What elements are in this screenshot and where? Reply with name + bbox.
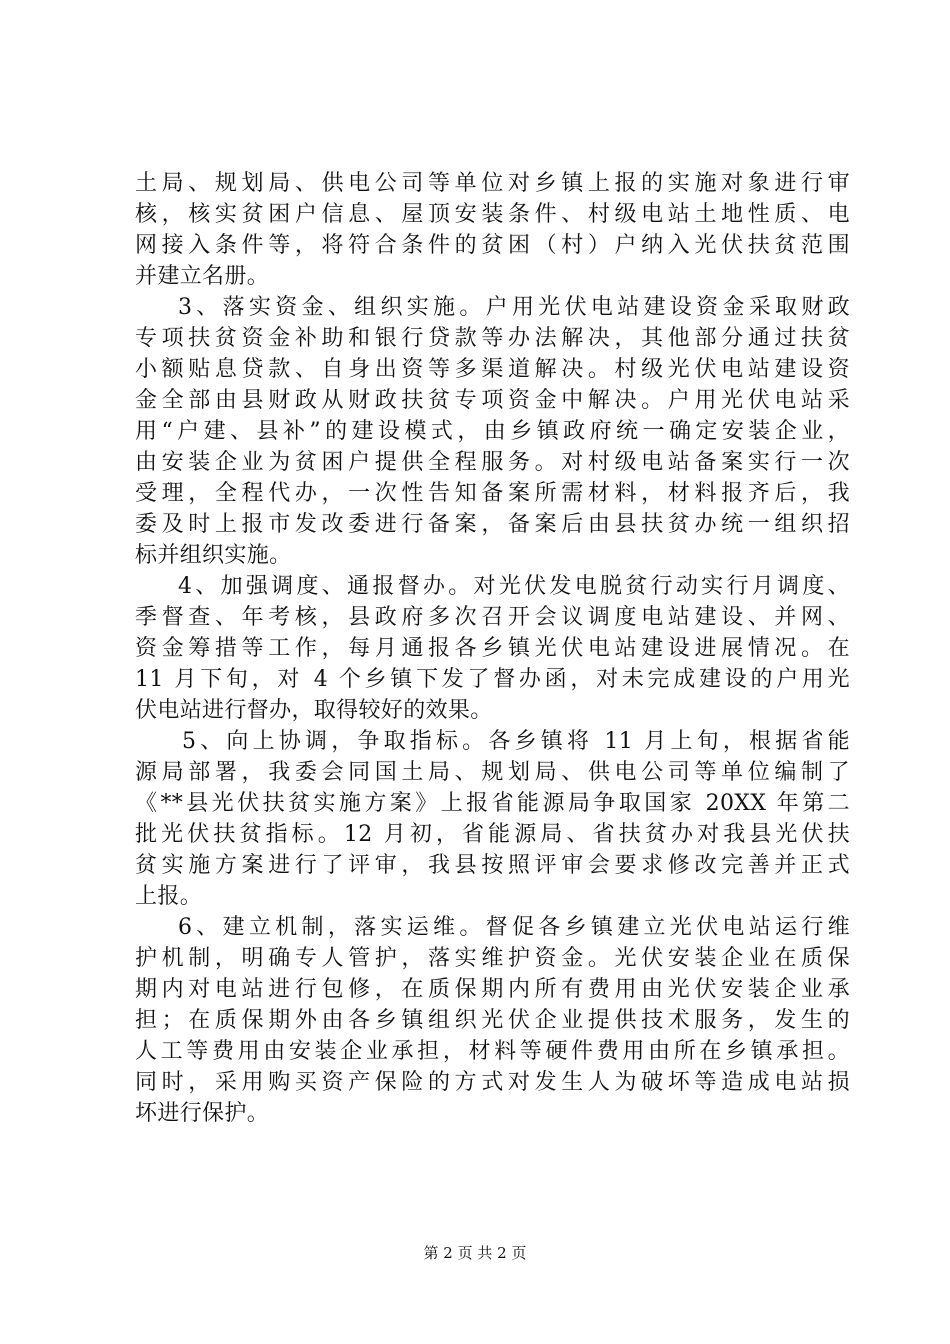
paragraph-heading-line: 6、建立机制，落实运维。督促各乡镇建立光伏电站运行维 — [178, 915, 850, 940]
page-number-footer: 第 2 页 共 2 页 — [423, 1244, 527, 1262]
text-line: 小额贴息贷款、自身出资等多渠道解决。村级光伏电站建设资 — [135, 357, 850, 382]
text-line: 季督查、年考核，县政府多次召开会议调度电站建设、并网、 — [135, 605, 850, 630]
text-line: 上报。 — [135, 884, 203, 909]
text-line: 核，核实贫困户信息、屋顶安装条件、村级电站土地性质、电 — [135, 202, 850, 227]
paragraph-heading-line: 5、向上协调，争取指标。各乡镇将 11 月上旬，根据省能 — [182, 729, 850, 754]
text-line: 资金筹措等工作，每月通报各乡镇光伏电站建设进展情况。在 — [135, 636, 850, 661]
text-line: 由安装企业为贫困户提供全程服务。对村级电站备案实行一次 — [135, 450, 850, 475]
text-line: 坏进行保护。 — [135, 1101, 270, 1126]
text-line: 源局部署，我委会同国土局、规划局、供电公司等单位编制了 — [135, 760, 850, 785]
text-line: 护机制，明确专人管护，落实维护资金。光伏安装企业在质保 — [135, 946, 850, 971]
document-body — [135, 168, 850, 1129]
text-line: 11 月下旬，对 4 个乡镇下发了督办函，对未完成建设的户用光 — [135, 667, 850, 692]
text-line: 同时，采用购买资产保险的方式对发生人为破坏等造成电站损 — [135, 1070, 850, 1095]
text-line: 专项扶贫资金补助和银行贷款等办法解决，其他部分通过扶贫 — [135, 326, 850, 351]
paragraph-heading-line: 3、落实资金、组织实施。户用光伏电站建设资金采取财政 — [178, 295, 850, 320]
text-line: 网接入条件等，将符合条件的贫困（村）户纳入光伏扶贫范围 — [135, 233, 850, 258]
text-line: 标并组织实施。 — [135, 543, 292, 568]
text-line: 贫实施方案进行了评审，我县按照评审会要求修改完善并正式 — [135, 853, 850, 878]
paragraph-heading-line: 4、加强调度、通报督办。对光伏发电脱贫行动实行月调度、 — [178, 574, 850, 599]
text-line: 金全部由县财政从财政扶贫专项资金中解决。户用光伏电站采 — [135, 388, 850, 413]
text-line: 并建立名册。 — [135, 264, 270, 289]
text-line: 土局、规划局、供电公司等单位对乡镇上报的实施对象进行审 — [135, 171, 850, 196]
text-line: 委及时上报市发改委进行备案，备案后由县扶贫办统一组织招 — [135, 512, 850, 537]
text-line: 期内对电站进行包修，在质保期内所有费用由光伏安装企业承 — [135, 977, 850, 1002]
text-line: 伏电站进行督办，取得较好的效果。 — [135, 698, 493, 723]
text-line: 用“户建、县补”的建设模式，由乡镇政府统一确定安装企业， — [135, 419, 850, 444]
text-line: 批光伏扶贫指标。12 月初，省能源局、省扶贫办对我县光伏扶 — [135, 822, 850, 847]
text-line: 《**县光伏扶贫实施方案》上报省能源局争取国家 20XX 年第二 — [135, 791, 850, 816]
text-line: 人工等费用由安装企业承担，材料等硬件费用由所在乡镇承担。 — [135, 1039, 850, 1064]
text-line: 受理，全程代办，一次性告知备案所需材料，材料报齐后，我 — [135, 481, 850, 506]
text-line: 担；在质保期外由各乡镇组织光伏企业提供技术服务，发生的 — [135, 1008, 850, 1033]
